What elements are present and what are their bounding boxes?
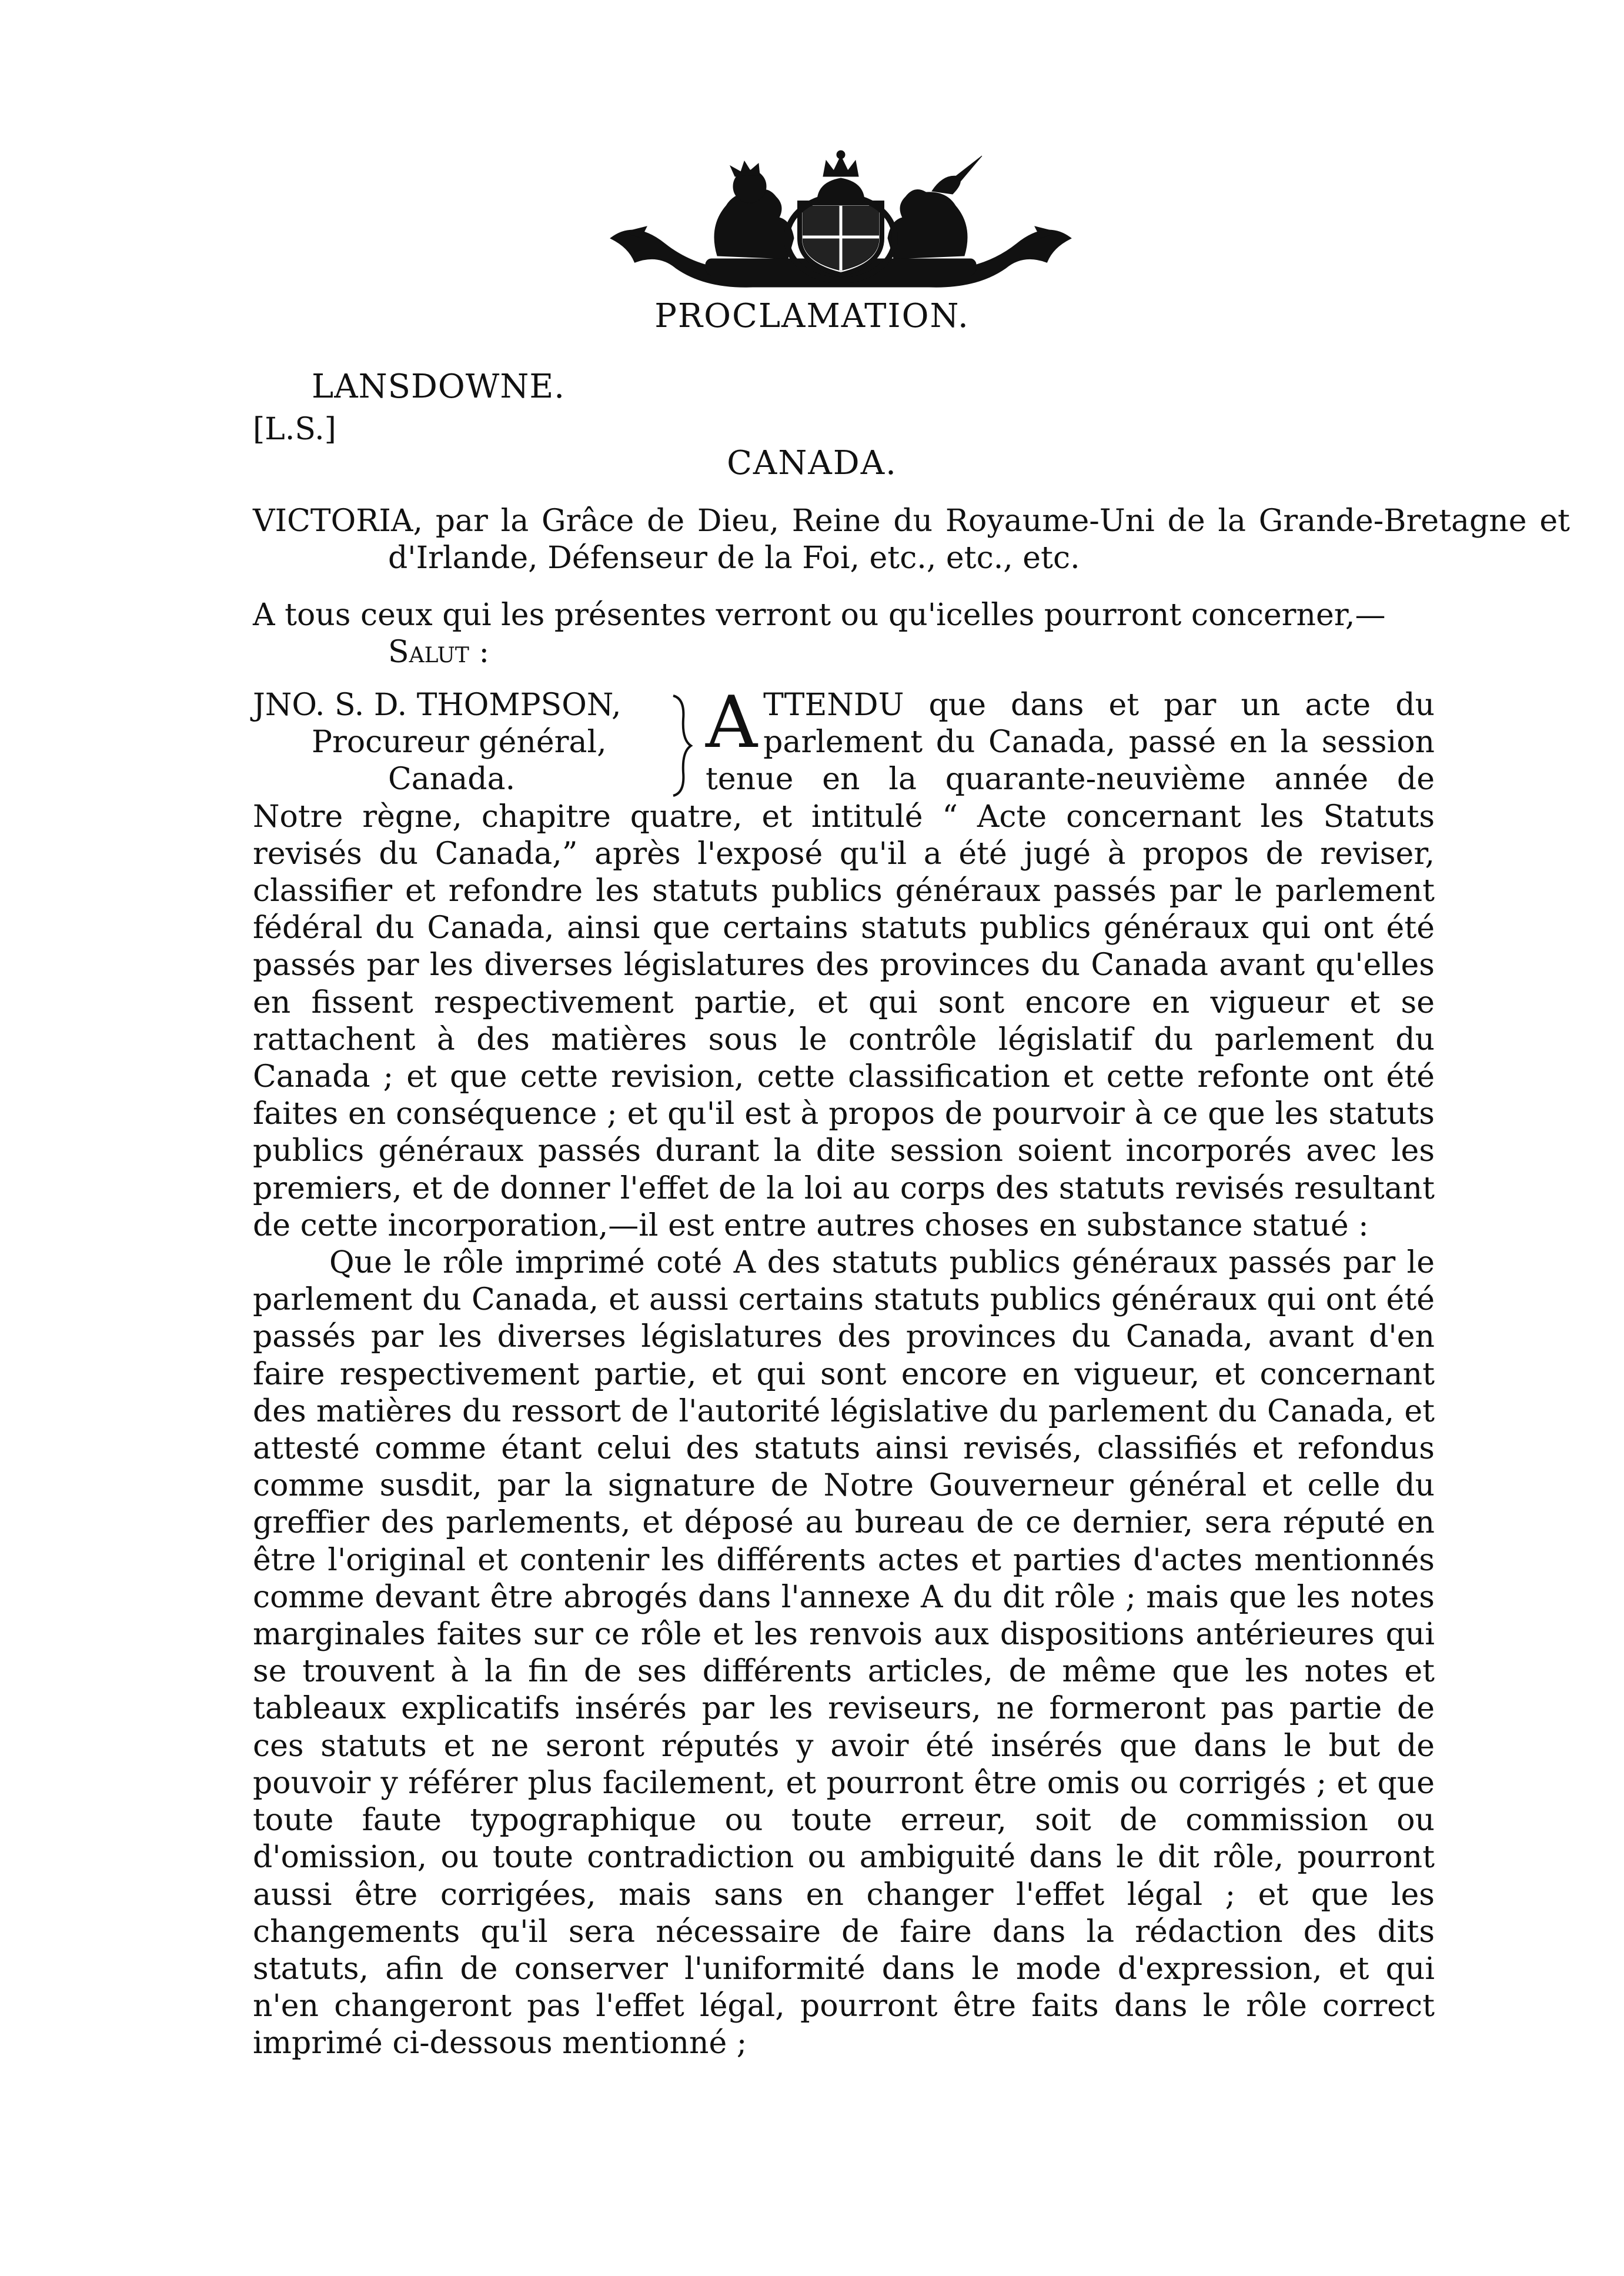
attorney-general-block bbox=[253, 687, 688, 798]
proclamation-body bbox=[253, 680, 1435, 2063]
royal-style-paragraph: VICTORIA, par la Grâce de Dieu, Reine du Royaume-Uni de la Grande-Bretagne et d'Irlande, Défenseur de la Foi, etc., etc., etc. bbox=[253, 503, 1570, 576]
salutation-salut: Salut : bbox=[388, 635, 489, 670]
governor-signature: LANSDOWNE. bbox=[312, 368, 566, 406]
attorney-name: JNO. S. D. THOMPSON, bbox=[253, 688, 621, 723]
page-title: PROCLAMATION. bbox=[654, 297, 970, 335]
salutation-block bbox=[253, 597, 1435, 671]
brace-icon bbox=[670, 693, 694, 799]
body-paragraph-1: TTENDU que dans et par un acte du parlement du Canada, passé en la session tenue en la quarante-neuvième année de Notre règne, chapitre quatre, et intitulé “ Acte concernant les Statuts revisés du Canada,” après l'exposé qu'il a été jugé à propos de reviser, classifier et refondre les statuts publics généraux passés par le parlement fédéral du Canada, ainsi que certains statuts publics généraux qui ont été passés par les diverses législatures des provinces du Canada avant qu'elles en fissent respectivement partie, et qui sont encore en vigueur et se rattachent à des matières sous le contrôle législatif du parlement du Canada ; et que cette revision, cette classification et cette refonte ont été faites en conséquence ; et qu'il est à propos de pourvoir à ce que les statuts publics généraux passés durant la dite session soient incorporés avec les premiers, et de donner l'effet de la loi au corps des statuts revisés resultant de cette incorporation,—il est entre autres choses en substance statué : bbox=[253, 688, 1435, 1243]
attorney-country: Canada. bbox=[388, 762, 516, 797]
seal-mark: [L.S.] bbox=[253, 412, 336, 447]
salutation-address: A tous ceux qui les présentes verront ou qu'icelles pourront concerner,— bbox=[253, 598, 1386, 633]
drop-cap: A bbox=[706, 680, 758, 764]
royal-coat-of-arms-icon bbox=[600, 150, 1082, 294]
attorney-title: Procureur général, bbox=[312, 725, 607, 760]
body-paragraph-2: Que le rôle imprimé coté A des statuts publics généraux passés par le parlement du Canada, et aussi certains statuts publics généraux qui ont été passés par les diverses législatures des provinces du Canada, avant d'en faire respectivement partie, et qui sont encore en vigueur, et concernant des matières du ressort de l'autorité législative du parlement du Canada, et attesté comme étant celui des statuts ainsi revisés, classifiés et refondus comme susdit, par la signature de Notre Gouverneur général et celle du greffier des parlements, et déposé au bureau de ce dernier, sera réputé en être l'original et contenir les différents actes et parties d'actes mentionnés comme devant être abrogés dans l'annexe A du dit rôle ; mais que les notes marginales faites sur ce rôle et les renvois aux dispositions antérieures qui se trouvent à la fin de ses différents articles, de même que les notes et tableaux explicatifs insérés par les reviseurs, ne formeront pas partie de ces statuts et ne seront réputés y avoir été insérés que dans le but de pouvoir y référer plus facilement, et pourront être omis ou corrigés ; et que toute faute typographique ou toute erreur, soit de commission ou d'omission, ou toute contradiction ou ambiguité dans le dit rôle, pourront aussi être corrigées, mais sans en changer l'effet légal ; et que les changements qu'il sera nécessaire de faire dans la rédaction des dits statuts, afin de conserver l'uniformité dans le mode d'expression, et qui n'en changeront pas l'effet légal, pourront être faits dans le rôle correct imprimé ci-dessous mentionné ; bbox=[253, 1245, 1435, 2061]
jurisdiction-heading: CANADA. bbox=[727, 444, 897, 482]
